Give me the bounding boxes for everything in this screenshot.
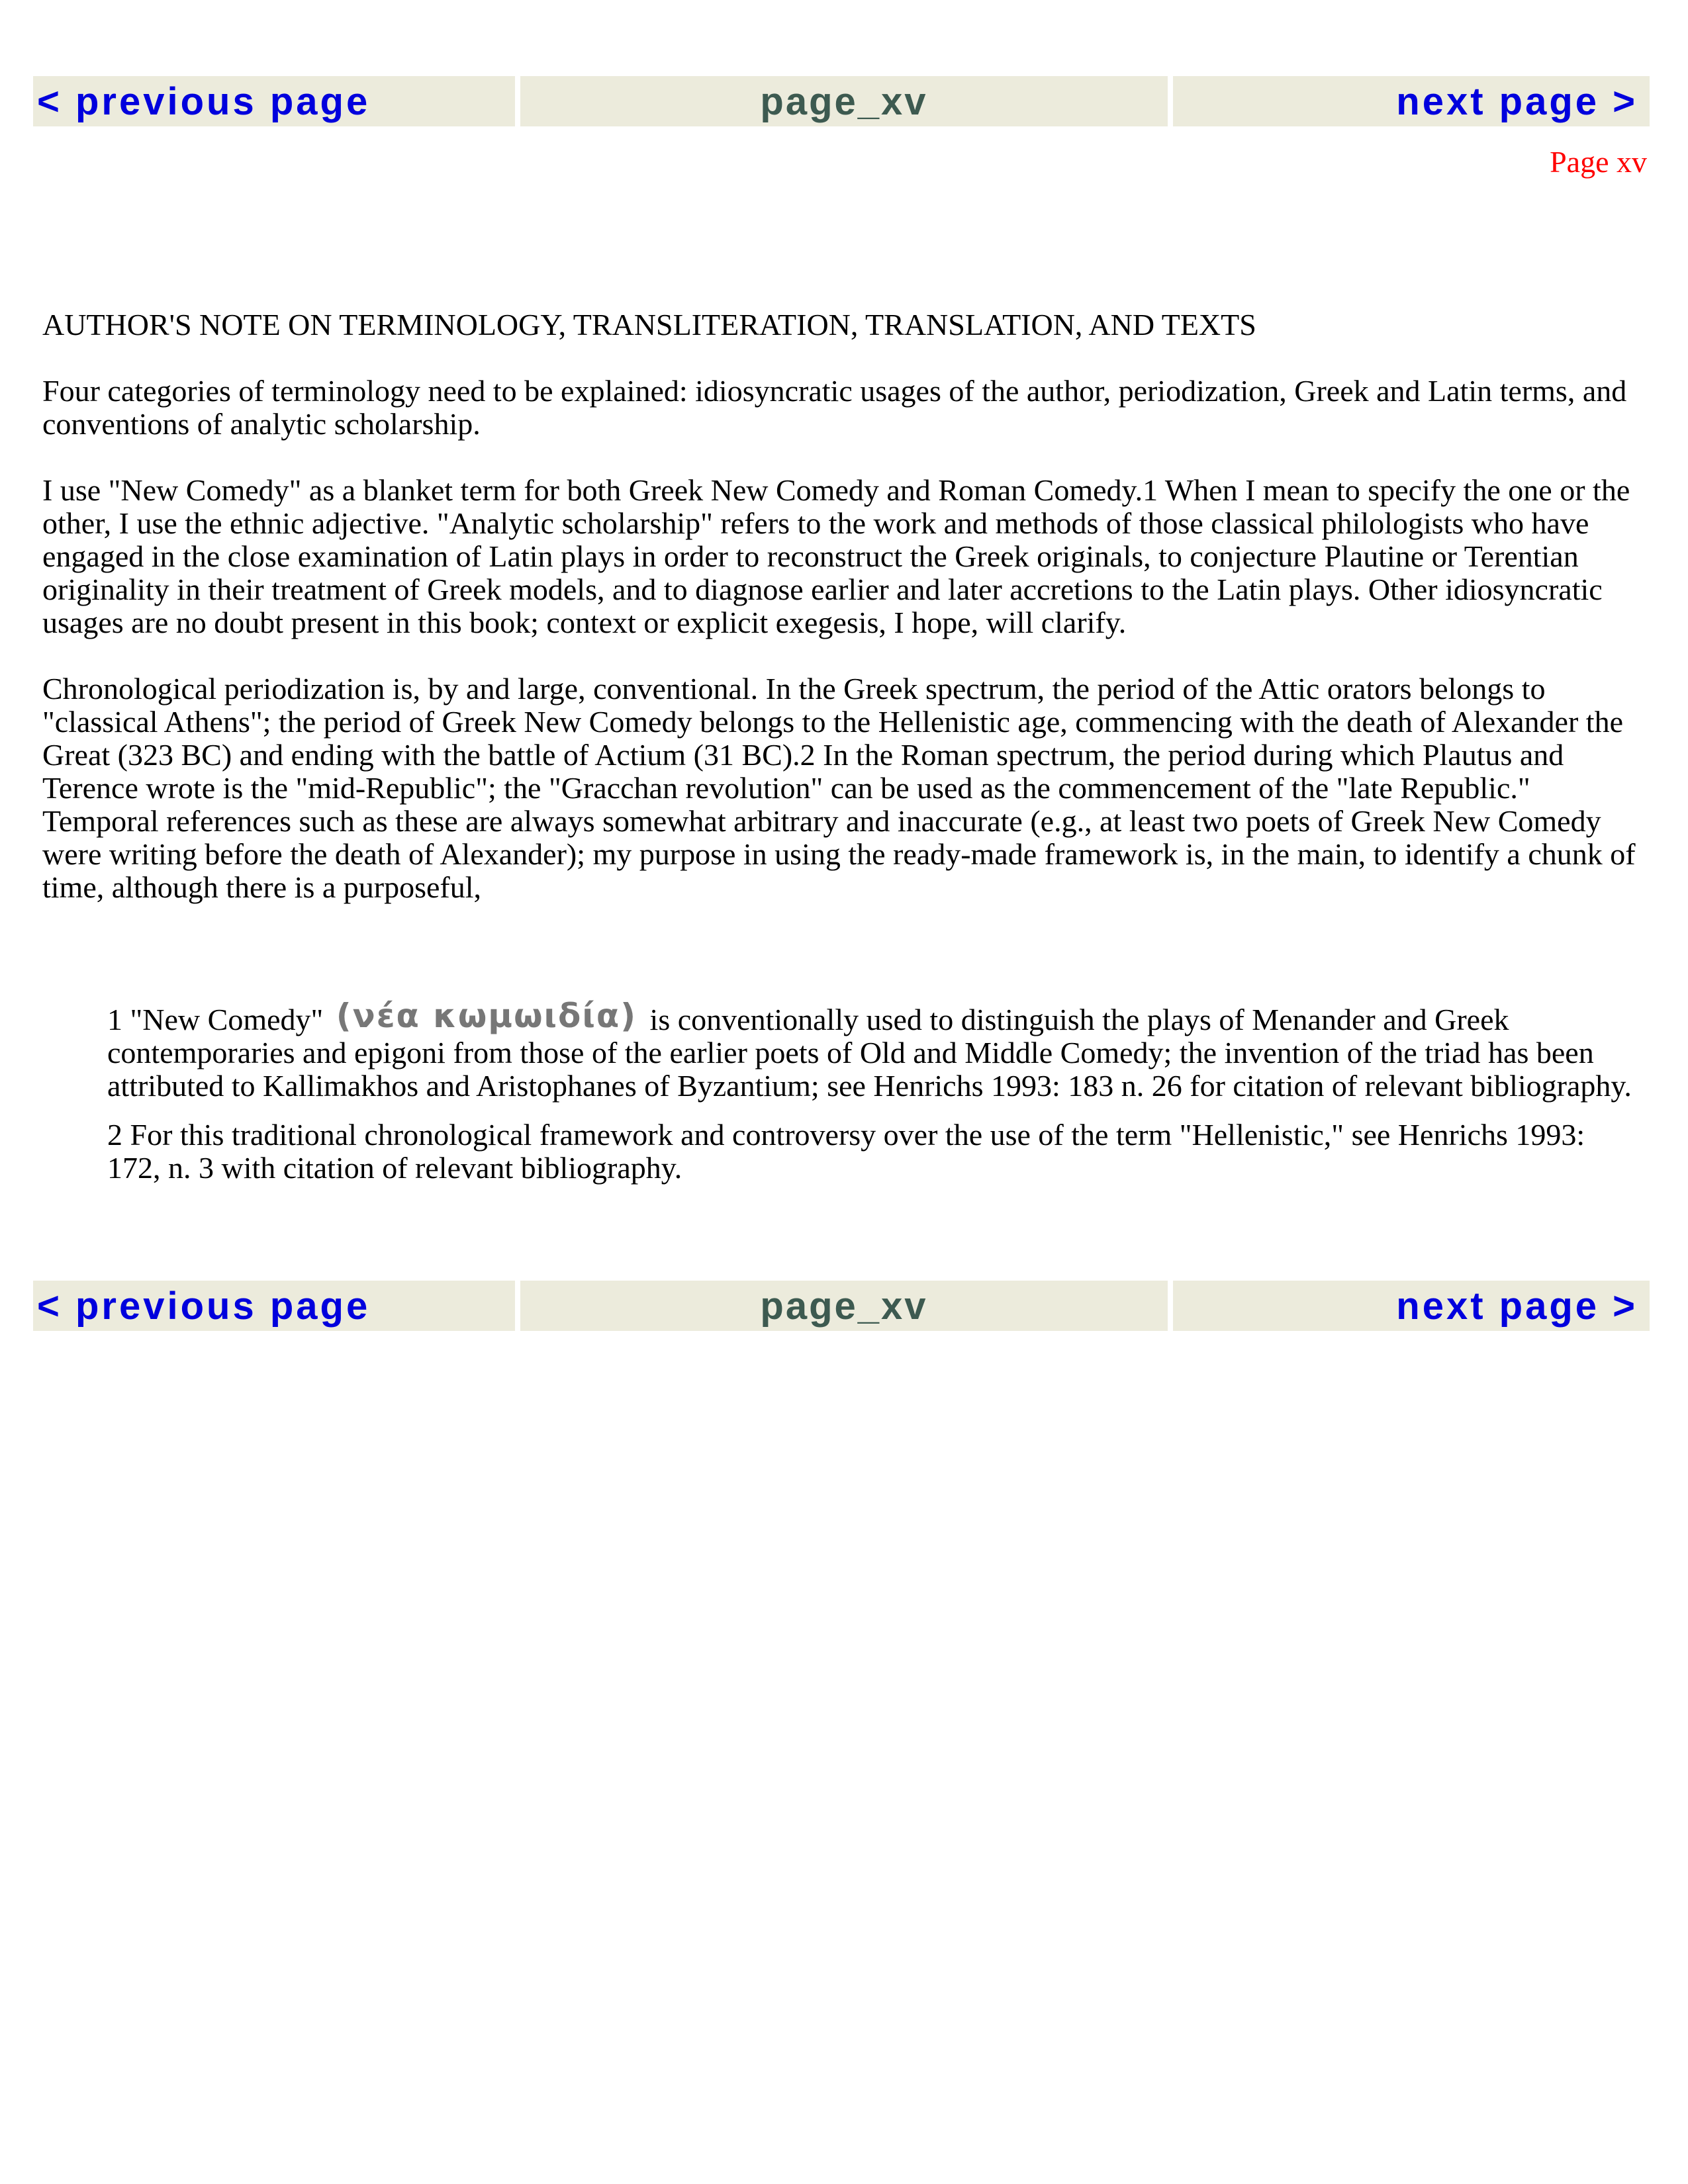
- footnotes: [107, 999, 1643, 1201]
- current-page-indicator: page_xv: [520, 76, 1168, 126]
- footnote-1: [107, 999, 1643, 1103]
- page-number-label: Page xv: [1550, 145, 1647, 179]
- footnote-2: 2 For this traditional chronological framework and controversy over the use of the term "Hellenistic," see Henrichs 1993: 172, n. 3 with citation of relevant bibliography.: [107, 1118, 1585, 1185]
- next-page-link-bottom[interactable]: next page >: [1173, 1281, 1650, 1331]
- paragraph-periodization: Chronological periodization is, by and large, conventional. In the Greek spectrum, the period of the Attic orators belongs to "classical Athens"; the period of Greek New Comedy belongs to the Hellenistic age, commencing with the death of Alexander the Great (323 BC) and ending with the battle of Actium (31 BC).2 In the Roman spectrum, the period during which Plautus and Terence wrote is the "mid-Republic"; the "Gracchan revolution" can be used as the commencement of the "late Republic." Temporal references such as these are always somewhat arbitrary and inaccurate (e.g., at least two poets of Greek New Comedy were writing before the death of Alexander); my purpose in using the ready-made framework is, in the main, to identify a chunk of time, although there is a purposeful,: [42, 672, 1636, 904]
- bottom-navigation-bar: [33, 1281, 1655, 1331]
- greek-term-image: (νέα κωμωιδία): [336, 997, 637, 1035]
- previous-page-link-bottom[interactable]: < previous page: [33, 1281, 515, 1331]
- section-heading: AUTHOR'S NOTE ON TERMINOLOGY, TRANSLITERATION, TRANSLATION, AND TEXTS: [42, 308, 1256, 341]
- main-content: [42, 308, 1644, 937]
- current-page-indicator-bottom: page_xv: [520, 1281, 1168, 1331]
- next-page-link[interactable]: next page >: [1173, 76, 1650, 126]
- footnote-1-text: is conventionally used to distinguish the plays of Menander and Greek contemporaries and epigoni from those of the earlier poets of Old and Middle Comedy; the invention of the triad has been attributed to Kallimakhos and Aristophanes of Byzantium; see Henrichs 1993: 183 n. 26 for citation of relevant bibliography.: [107, 1003, 1632, 1103]
- previous-page-link[interactable]: < previous page: [33, 76, 515, 126]
- top-navigation-bar: [33, 76, 1655, 126]
- footnote-1-lead: 1 "New Comedy": [107, 1003, 324, 1036]
- paragraph-new-comedy: I use "New Comedy" as a blanket term for both Greek New Comedy and Roman Comedy.1 When I mean to specify the one or the other, I use the ethnic adjective. "Analytic scholarship" refers to the work and methods of those classical philologists who have engaged in the close examination of Latin plays in order to reconstruct the Greek originals, to conjecture Plautine or Terentian originality in their treatment of Greek models, and to diagnose earlier and later accretions to the Latin plays. Other idiosyncratic usages are no doubt present in this book; context or explicit exegesis, I hope, will clarify.: [42, 473, 1630, 639]
- paragraph-terminology: Four categories of terminology need to be explained: idiosyncratic usages of the author, periodization, Greek and Latin terms, and conventions of analytic scholarship.: [42, 374, 1627, 441]
